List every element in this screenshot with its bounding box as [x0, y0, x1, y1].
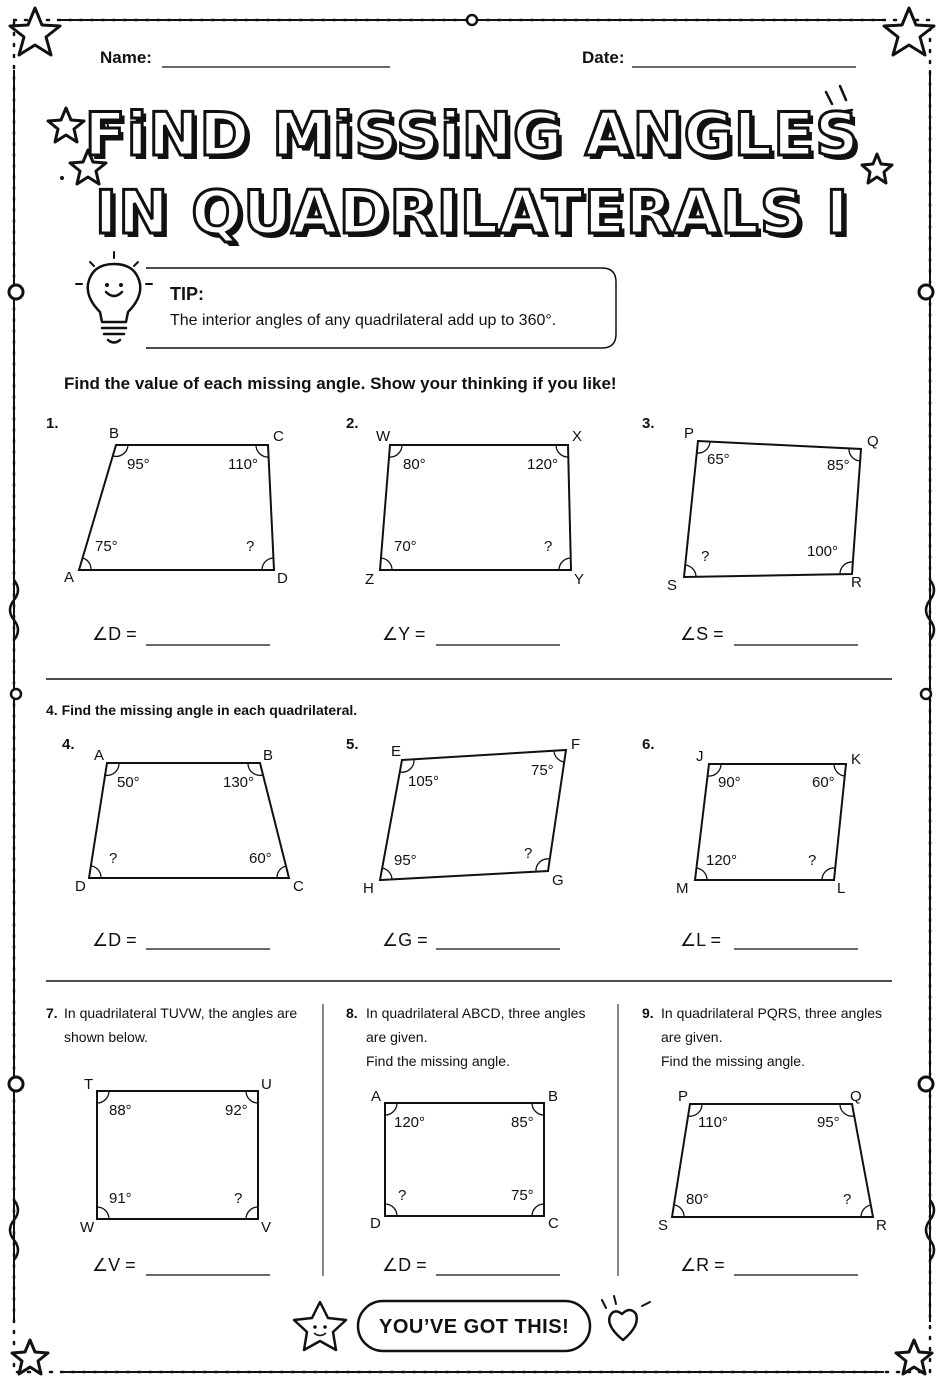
- problem-prompt: are given.: [661, 1029, 723, 1045]
- vertex-label: C: [273, 428, 284, 445]
- vertex-label: T: [84, 1076, 94, 1093]
- vertex-label: D: [370, 1215, 381, 1232]
- date-label: Date:: [582, 48, 625, 67]
- vertex-label: W: [376, 428, 391, 445]
- angle-label: 130°: [223, 774, 255, 791]
- vertex-label: W: [80, 1219, 95, 1236]
- answer-label: ∠D =: [92, 624, 137, 644]
- vertex-label: Z: [365, 571, 375, 588]
- angle-label: ?: [109, 850, 118, 867]
- answer-label: ∠Y =: [382, 624, 426, 644]
- angle-label: 90°: [718, 774, 741, 791]
- vertex-label: D: [75, 878, 86, 895]
- angle-label: ?: [544, 538, 553, 555]
- angle-label: 105°: [408, 773, 440, 790]
- angle-label: 60°: [812, 774, 835, 791]
- angle-label: 75°: [531, 762, 554, 779]
- angle-label: 88°: [109, 1102, 132, 1119]
- vertex-label: K: [851, 751, 862, 768]
- answer-label: ∠L =: [680, 930, 721, 950]
- problem-prompt: are given.: [366, 1029, 428, 1045]
- vertex-label: C: [548, 1215, 559, 1232]
- vertex-label: C: [293, 878, 304, 895]
- heart-icon: [609, 1310, 637, 1340]
- problem-number: 4.: [62, 736, 75, 753]
- angle-label: 110°: [228, 456, 258, 473]
- angle-label: ?: [398, 1187, 407, 1204]
- vertex-label: D: [277, 570, 288, 587]
- problem-number: 2.: [346, 415, 359, 432]
- angle-label: 91°: [109, 1190, 132, 1207]
- problem-number: 9.: [642, 1005, 654, 1021]
- angle-label: ?: [246, 538, 255, 555]
- smiling-star-icon: [294, 1302, 346, 1350]
- answer-label: ∠G =: [382, 930, 428, 950]
- vertex-label: P: [684, 425, 695, 442]
- motto-text: YOU’VE GOT THIS!: [379, 1316, 570, 1338]
- vertex-label: V: [261, 1219, 272, 1236]
- angle-label: ?: [524, 845, 533, 862]
- vertex-label: L: [837, 880, 846, 897]
- page-title-line-2: IN QUADRILATERALS I: [94, 178, 850, 248]
- angle-label: ?: [808, 852, 817, 869]
- vertex-label: S: [658, 1217, 669, 1234]
- angle-label: 75°: [95, 538, 118, 555]
- vertex-label: Q: [850, 1088, 862, 1105]
- angle-label: 120°: [527, 456, 559, 473]
- vertex-label: A: [371, 1088, 382, 1105]
- vertex-label: U: [261, 1076, 272, 1093]
- vertex-label: A: [94, 747, 105, 764]
- vertex-label: B: [263, 747, 274, 764]
- angle-label: 65°: [707, 451, 730, 468]
- angle-label: ?: [843, 1191, 852, 1208]
- vertex-label: Q: [867, 433, 879, 450]
- problem-number: 5.: [346, 736, 359, 753]
- angle-label: 60°: [249, 850, 272, 867]
- vertex-label: H: [363, 880, 374, 897]
- tip-text: The interior angles of any quadrilateral add up to 360°.: [170, 312, 557, 329]
- problem-number: 6.: [642, 736, 655, 753]
- problem-number: 3.: [642, 415, 655, 432]
- problem-prompt: In quadrilateral PQRS, three angles: [661, 1005, 883, 1021]
- tip-label: TIP:: [170, 284, 204, 304]
- vertex-label: A: [64, 569, 75, 586]
- angle-label: 85°: [827, 457, 850, 474]
- angle-label: 75°: [511, 1187, 534, 1204]
- vertex-label: X: [572, 428, 583, 445]
- vertex-label: B: [109, 425, 120, 442]
- vertex-label: B: [548, 1088, 559, 1105]
- angle-label: 95°: [394, 852, 417, 869]
- vertex-label: P: [678, 1088, 689, 1105]
- angle-label: 70°: [394, 538, 417, 555]
- vertex-label: R: [876, 1217, 887, 1234]
- answer-label: ∠D =: [382, 1255, 427, 1275]
- problem-prompt: In quadrilateral ABCD, three angles: [366, 1005, 586, 1021]
- vertex-label: E: [391, 743, 402, 760]
- vertex-label: G: [552, 872, 564, 889]
- angle-label: 120°: [706, 852, 738, 869]
- angle-label: 80°: [403, 456, 426, 473]
- problem-prompt: shown below.: [64, 1029, 149, 1045]
- problem-number: 7.: [46, 1005, 58, 1021]
- answer-label: ∠R =: [680, 1255, 725, 1275]
- answer-label: ∠D =: [92, 930, 137, 950]
- angle-label: 95°: [817, 1114, 840, 1131]
- angle-label: 80°: [686, 1191, 709, 1208]
- problem-number: 8.: [346, 1005, 358, 1021]
- page-title-line-1: FiND MiSSiNG ANGLES: [84, 100, 860, 170]
- problem-prompt: Find the missing angle.: [661, 1053, 805, 1069]
- angle-label: 50°: [117, 774, 140, 791]
- angle-label: 85°: [511, 1114, 534, 1131]
- vertex-label: M: [676, 880, 689, 897]
- instructions: Find the value of each missing angle. Show your thinking if you like!: [64, 374, 617, 393]
- angle-label: 100°: [807, 543, 839, 560]
- problem-prompt: In quadrilateral TUVW, the angles are: [64, 1005, 298, 1021]
- angle-label: ?: [234, 1190, 243, 1207]
- vertex-label: J: [696, 748, 704, 765]
- angle-label: ?: [701, 548, 710, 565]
- name-label: Name:: [100, 48, 152, 67]
- answer-label: ∠S =: [680, 624, 724, 644]
- section-2-heading: 4. Find the missing angle in each quadrilateral.: [46, 702, 358, 718]
- vertex-label: S: [667, 577, 678, 594]
- problem-prompt: Find the missing angle.: [366, 1053, 510, 1069]
- angle-label: 92°: [225, 1102, 248, 1119]
- vertex-label: R: [851, 574, 862, 591]
- vertex-label: Y: [574, 571, 585, 588]
- angle-label: 95°: [127, 456, 150, 473]
- answer-label: ∠V =: [92, 1255, 136, 1275]
- vertex-label: F: [571, 736, 581, 753]
- angle-label: 120°: [394, 1114, 426, 1131]
- problem-number: 1.: [46, 415, 59, 432]
- angle-label: 110°: [698, 1114, 728, 1131]
